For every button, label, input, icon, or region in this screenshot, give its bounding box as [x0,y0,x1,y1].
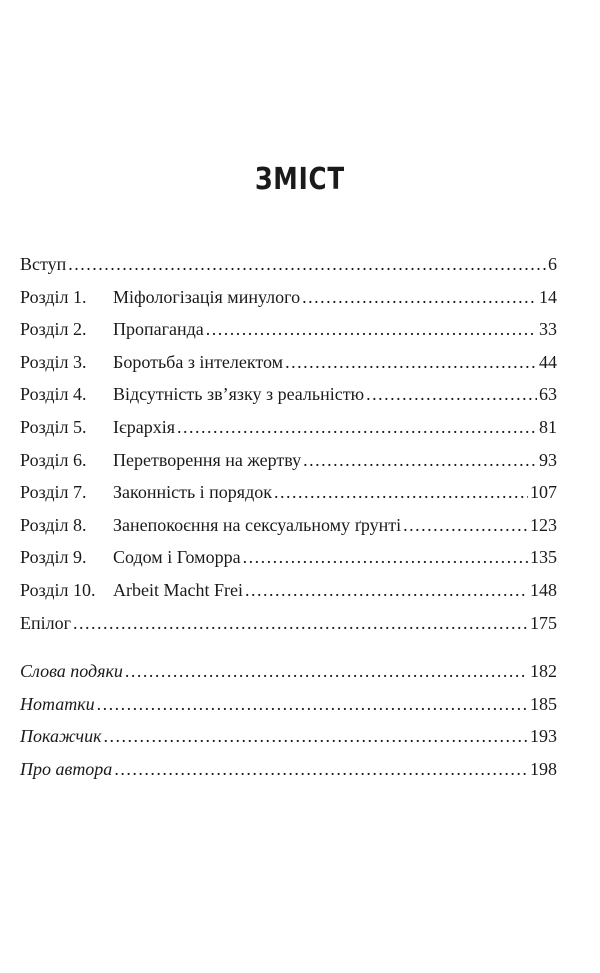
toc-entry-page: 198 [530,758,557,779]
section-spacer [20,645,557,661]
dot-leader [68,254,546,275]
toc-entry-page: 44 [539,351,557,372]
dot-leader [302,287,537,308]
toc-entry-chapter-9[interactable] [20,547,557,580]
toc-entry-chapter-5[interactable] [20,417,557,450]
toc-entry-page: 123 [530,514,557,535]
toc-entry-page: 175 [530,612,557,633]
toc-entry-page: 14 [539,286,557,307]
toc-entry-chapter-8[interactable] [20,515,557,548]
dot-leader [303,450,537,471]
toc-entry-title: Arbeit Macht Frei [113,579,243,600]
toc-entry-label: Розділ 3. [20,351,87,372]
toc-entry-index[interactable] [20,726,557,759]
toc-entry-title: Законність і порядок [113,482,272,503]
toc-entry-label: Розділ 2. [20,319,87,340]
dot-leader [206,319,537,340]
toc-entry-chapter-10[interactable] [20,580,557,613]
toc-entry-title: Боротьба з інтелектом [113,351,284,372]
toc-entry-title: Покажчик [20,726,102,747]
toc-entry-chapter-3[interactable] [20,352,557,385]
toc-entry-acknowledgments[interactable] [20,661,557,694]
toc-entry-label: Розділ 7. [20,482,87,503]
toc-entry-title: Занепокоєння на сексуальному ґрунті [113,514,402,535]
toc-entry-chapter-7[interactable] [20,482,557,515]
toc-entry-label: Розділ 6. [20,449,87,470]
toc-entry-label: Розділ 5. [20,416,87,437]
toc-entry-page: 148 [530,579,557,600]
dot-leader [366,384,537,405]
toc-entry-title: Міфологізація минулого [113,286,301,307]
toc-entry-page: 182 [530,661,557,682]
toc-entry-page: 185 [530,693,557,714]
toc-entry-title: Епілог [20,612,71,633]
dot-leader [103,726,528,747]
toc-entry-notes[interactable] [20,694,557,727]
toc-entry-intro[interactable] [20,254,557,287]
dot-leader [97,694,528,715]
toc-entry-page: 107 [530,482,557,503]
toc-entry-title: Содом і Гоморра [113,547,241,568]
toc-entry-page: 93 [539,449,557,470]
dot-leader [114,759,528,780]
toc-entry-page: 81 [539,416,557,437]
toc-entry-label: Розділ 1. [20,286,87,307]
dot-leader [243,547,528,568]
toc-entry-label: Розділ 10. [20,579,96,600]
toc-entry-title: Ієрархія [113,416,175,437]
dot-leader [274,482,528,503]
table-of-contents [20,254,557,792]
toc-entry-title: Про автора [20,758,113,779]
toc-entry-page: 6 [548,254,557,274]
toc-entry-page: 63 [539,384,557,405]
toc-entry-label: Розділ 8. [20,514,87,535]
toc-entry-page: 33 [539,319,557,340]
dot-leader [245,580,528,601]
toc-entry-chapter-4[interactable] [20,384,557,417]
page-title: ЗМІСТ [254,162,346,197]
toc-entry-page: 135 [530,547,557,568]
toc-entry-title: Слова подяки [20,661,123,682]
toc-entry-chapter-6[interactable] [20,450,557,483]
toc-entry-title: Пропаганда [113,319,204,340]
toc-entry-chapter-2[interactable] [20,319,557,352]
toc-entry-title: Відсутність зв’язку з реальністю [113,384,365,405]
toc-entry-about-author[interactable] [20,759,557,792]
toc-entry-label: Розділ 9. [20,547,87,568]
toc-entry-page: 193 [530,726,557,747]
dot-leader [177,417,537,438]
toc-entry-label: Розділ 4. [20,384,87,405]
toc-entry-chapter-1[interactable] [20,287,557,320]
toc-entry-title: Вступ [20,254,67,274]
dot-leader [285,352,537,373]
dot-leader [73,613,528,634]
dot-leader [125,661,528,682]
dot-leader [403,515,528,536]
toc-entry-title: Перетворення на жертву [113,449,302,470]
toc-entry-title: Нотатки [20,693,95,714]
toc-entry-epilogue[interactable] [20,613,557,646]
